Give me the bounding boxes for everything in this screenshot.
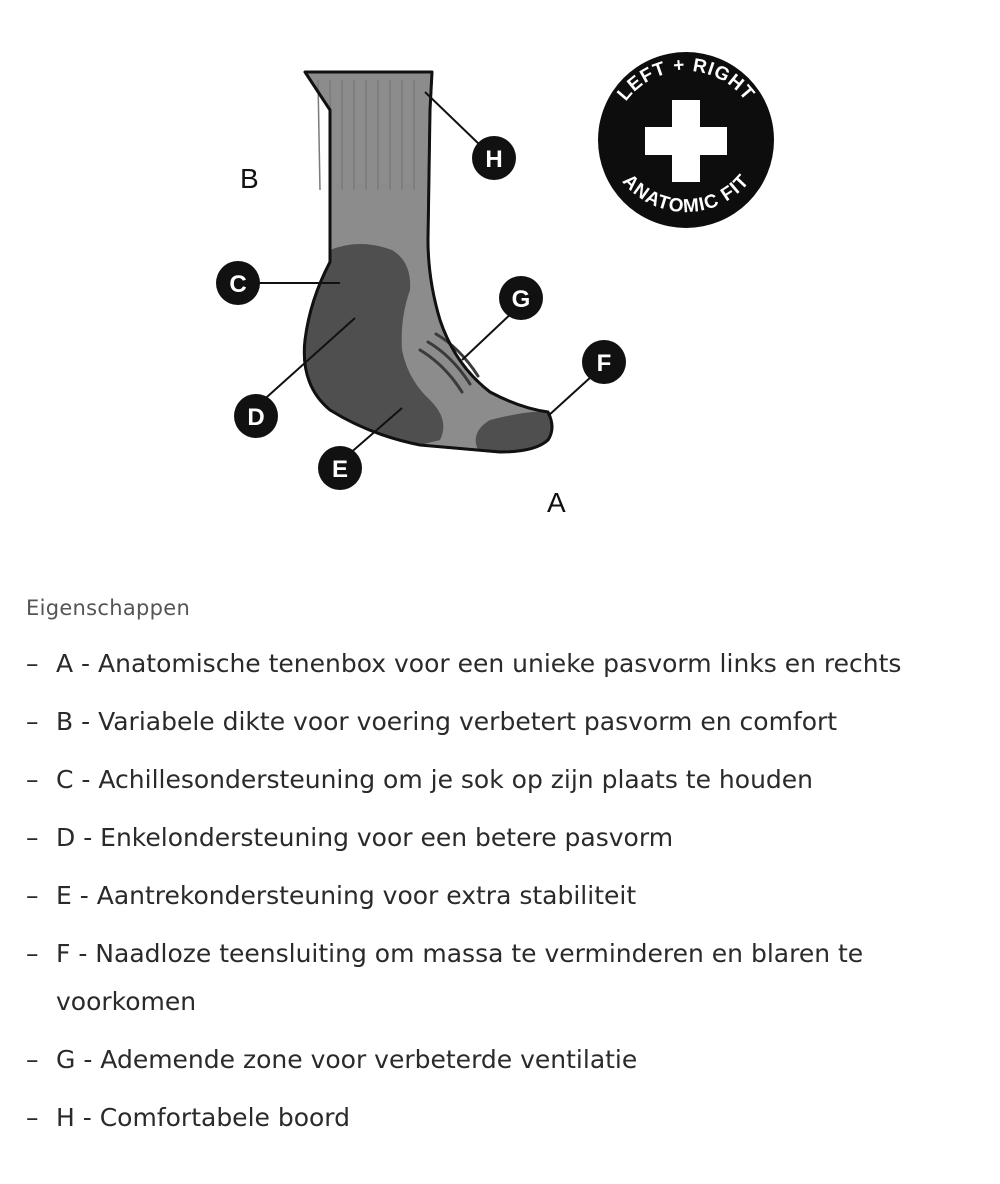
list-dash: –	[26, 939, 39, 968]
list-dash: –	[26, 649, 39, 678]
marker-c	[216, 261, 260, 305]
sock-illustration	[0, 0, 1000, 560]
list-dash: –	[26, 1103, 39, 1132]
marker-e	[318, 446, 362, 490]
marker-d	[234, 394, 278, 438]
property-item	[26, 872, 976, 920]
property-item	[26, 1036, 976, 1084]
label-a: A	[547, 487, 566, 518]
sock-shape	[304, 72, 552, 452]
marker-d-label: D	[247, 404, 265, 431]
badge-top-text: LEFT + RIGHT	[613, 54, 759, 106]
property-text: A - Anatomische tenenbox voor een unieke pasvorm links en rechts	[56, 649, 902, 678]
property-text: G - Ademende zone voor verbeterde ventilatie	[56, 1045, 638, 1074]
marker-h-label: H	[485, 146, 503, 173]
marker-g-label: G	[511, 286, 531, 313]
marker-f-label: F	[596, 350, 612, 377]
properties-heading: Eigenschappen	[26, 596, 191, 620]
property-item	[26, 814, 976, 862]
property-text: B - Variabele dikte voor voering verbetert pasvorm en comfort	[56, 707, 838, 736]
badge-bottom-text: ANATOMIC FIT	[618, 170, 754, 218]
list-dash: –	[26, 823, 39, 852]
marker-f	[582, 340, 626, 384]
list-dash: –	[26, 707, 39, 736]
anatomic-fit-badge	[598, 52, 774, 228]
property-item	[26, 1094, 976, 1142]
property-text: F - Naadloze teensluiting om massa te verminderen en blaren te voorkomen	[56, 939, 864, 1016]
property-item	[26, 698, 976, 746]
property-text: C - Achillesondersteuning om je sok op zijn plaats te houden	[56, 765, 814, 794]
property-text: H - Comfortabele boord	[56, 1103, 351, 1132]
list-dash: –	[26, 1045, 39, 1074]
properties-list	[26, 640, 976, 1152]
marker-g	[499, 276, 543, 320]
property-text: D - Enkelondersteuning voor een betere pasvorm	[56, 823, 674, 852]
property-item	[26, 640, 976, 688]
marker-c-label: C	[229, 271, 247, 298]
property-item	[26, 930, 976, 1026]
list-dash: –	[26, 765, 39, 794]
property-text: E - Aantrekondersteuning voor extra stabiliteit	[56, 881, 637, 910]
marker-e-label: E	[331, 456, 349, 483]
sock-diagram	[0, 0, 1000, 560]
marker-h	[472, 136, 516, 180]
property-item	[26, 756, 976, 804]
label-b: B	[240, 163, 259, 194]
list-dash: –	[26, 881, 39, 910]
